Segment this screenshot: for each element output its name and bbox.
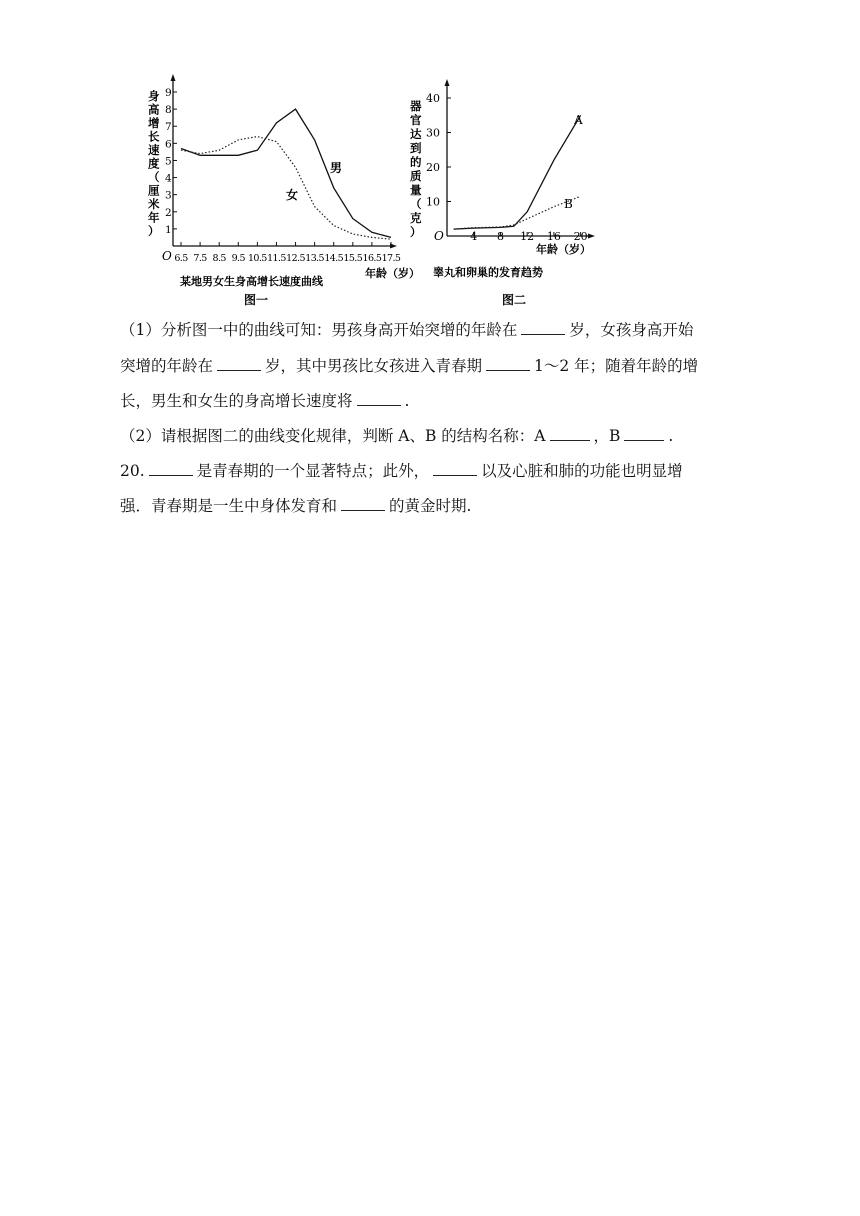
y-label-char: 到 (410, 141, 422, 155)
figure-1-x-ticks (174, 242, 401, 264)
y-tick-label: 4 (165, 172, 172, 185)
y-tick-label: 1 (165, 223, 172, 236)
x-tick-label: 20 (573, 230, 588, 243)
series-female-label: 女 (286, 188, 299, 202)
y-tick-label: 40 (426, 92, 440, 105)
figure-2-title: 睾丸和卵巢的发育趋势 (433, 266, 543, 279)
text: （1）分析图一中的曲线可知：男孩身高开始突增的年龄在 (120, 321, 518, 339)
answer-blank-q20-2[interactable] (433, 461, 477, 476)
text: 突增的年龄在 (120, 357, 214, 375)
y-label-char: 量 (410, 183, 422, 197)
text: . (668, 427, 674, 445)
y-label-char: （ (410, 197, 422, 211)
y-label-char: 的 (410, 155, 422, 169)
x-tick-label: 4 (470, 230, 478, 243)
y-label-char: 达 (410, 127, 422, 141)
question-1-line-1 (120, 320, 740, 339)
answer-blank-structure-a[interactable] (550, 426, 590, 441)
y-label-char: 增 (148, 116, 160, 130)
figure-1-origin: O (162, 249, 172, 263)
text: 1～2 年；随着年龄的增 (534, 357, 699, 375)
figure-2-origin: O (434, 229, 444, 243)
y-tick-label: 2 (165, 206, 172, 219)
x-tick-label: 10.5 (247, 253, 267, 264)
y-label-char: ） (148, 224, 160, 238)
text: 以及心脏和肺的功能也明显增 (481, 462, 683, 480)
text: ，B (593, 427, 621, 445)
y-tick-label: 7 (165, 121, 172, 134)
y-label-char: 速 (148, 143, 160, 157)
answer-blank-boy-onset-age[interactable] (521, 320, 565, 335)
figure-2-caption: 图二 (502, 293, 527, 307)
y-label-char: ） (410, 225, 422, 239)
question-number: 20. (120, 462, 145, 480)
figure-2-axes (445, 79, 596, 239)
x-tick-label: 9.5 (231, 253, 245, 264)
figure-1-title: 某地男女生身高增长速度曲线 (180, 275, 323, 288)
y-tick-label: 5 (165, 155, 172, 168)
y-label-char: 器 (410, 99, 422, 113)
x-tick-label: 16 (546, 230, 561, 243)
y-label-char: （ (148, 170, 160, 184)
figure-1-y-ticks (165, 87, 177, 236)
x-tick-label: 11.5 (267, 253, 286, 264)
x-tick-label: 13.5 (305, 253, 325, 264)
series-a-label: A (574, 113, 583, 127)
question-2-line-1 (120, 426, 740, 445)
figure-1 (140, 70, 420, 310)
series-a-line (454, 115, 581, 229)
figure-1-y-axis-label (147, 89, 160, 238)
text: 强．青春期是一生中身体发育和 (120, 497, 338, 515)
y-label-char: 米 (148, 197, 160, 211)
y-tick-label: 6 (165, 138, 172, 151)
y-label-char: 高 (148, 102, 160, 117)
figure-1-axes (171, 74, 398, 249)
text: 是青春期的一个显著特点；此外， (196, 462, 430, 480)
x-tick-label: 15.5 (343, 253, 363, 264)
x-tick-label: 6.5 (174, 253, 188, 264)
y-tick-label: 8 (165, 104, 172, 117)
y-tick-label: 10 (426, 195, 440, 209)
question-20-line-2 (120, 496, 740, 515)
y-label-char: 质 (410, 169, 422, 183)
figure-1-x-axis-label: 年龄（岁） (365, 267, 420, 280)
text: 的黄金时期. (389, 497, 472, 515)
answer-blank-q20-3[interactable] (341, 496, 385, 511)
figure-2-chart (410, 70, 610, 310)
y-tick-label: 30 (426, 126, 440, 140)
figure-1-chart (140, 70, 420, 310)
y-label-char: 身 (148, 89, 160, 103)
text: （2）请根据图二的曲线变化规律，判断 A、B 的结构名称：A (120, 427, 546, 445)
y-label-char: 长 (148, 129, 160, 144)
text: 岁，女孩身高开始 (569, 321, 694, 339)
figure-1-caption: 图一 (244, 293, 269, 307)
text: 岁，其中男孩比女孩进入青春期 (265, 357, 483, 375)
series-male-line (181, 109, 391, 237)
y-label-char: 克 (410, 211, 422, 225)
x-tick-label: 14.5 (324, 253, 344, 264)
series-b-line (454, 196, 581, 229)
y-label-char: 度 (148, 156, 160, 171)
answer-blank-puberty-timing[interactable] (486, 356, 530, 371)
figure-2-x-axis-label: 年龄（岁） (536, 243, 591, 256)
x-tick-label: 12 (520, 230, 535, 243)
y-label-char: 年 (148, 210, 160, 225)
series-male-label: 男 (330, 161, 343, 175)
series-b-label: B (564, 197, 573, 211)
x-tick-label: 8 (496, 230, 504, 243)
x-tick-label: 17.5 (381, 253, 401, 264)
x-tick-label: 8.5 (212, 253, 226, 264)
y-tick-label: 20 (426, 161, 440, 174)
text: 长，男生和女生的身高增长速度将 (120, 392, 353, 410)
question-1-line-2 (120, 356, 740, 375)
answer-blank-growth-trend[interactable] (357, 391, 401, 406)
x-tick-label: 7.5 (193, 253, 207, 264)
question-20-line-1 (120, 461, 740, 480)
y-tick-label: 9 (165, 87, 172, 99)
figure-2 (410, 70, 610, 310)
answer-blank-structure-b[interactable] (624, 426, 664, 441)
text: . (404, 392, 410, 410)
answer-blank-girl-onset-age[interactable] (217, 356, 261, 371)
y-label-char: 厘 (148, 183, 160, 198)
x-tick-label: 12.5 (286, 253, 305, 264)
figure-2-y-axis-label (409, 99, 422, 239)
question-1-line-3 (120, 391, 740, 410)
x-tick-label: 16.5 (362, 253, 382, 264)
y-label-char: 官 (410, 113, 422, 127)
y-tick-label: 3 (165, 189, 172, 202)
answer-blank-q20-1[interactable] (149, 461, 193, 476)
